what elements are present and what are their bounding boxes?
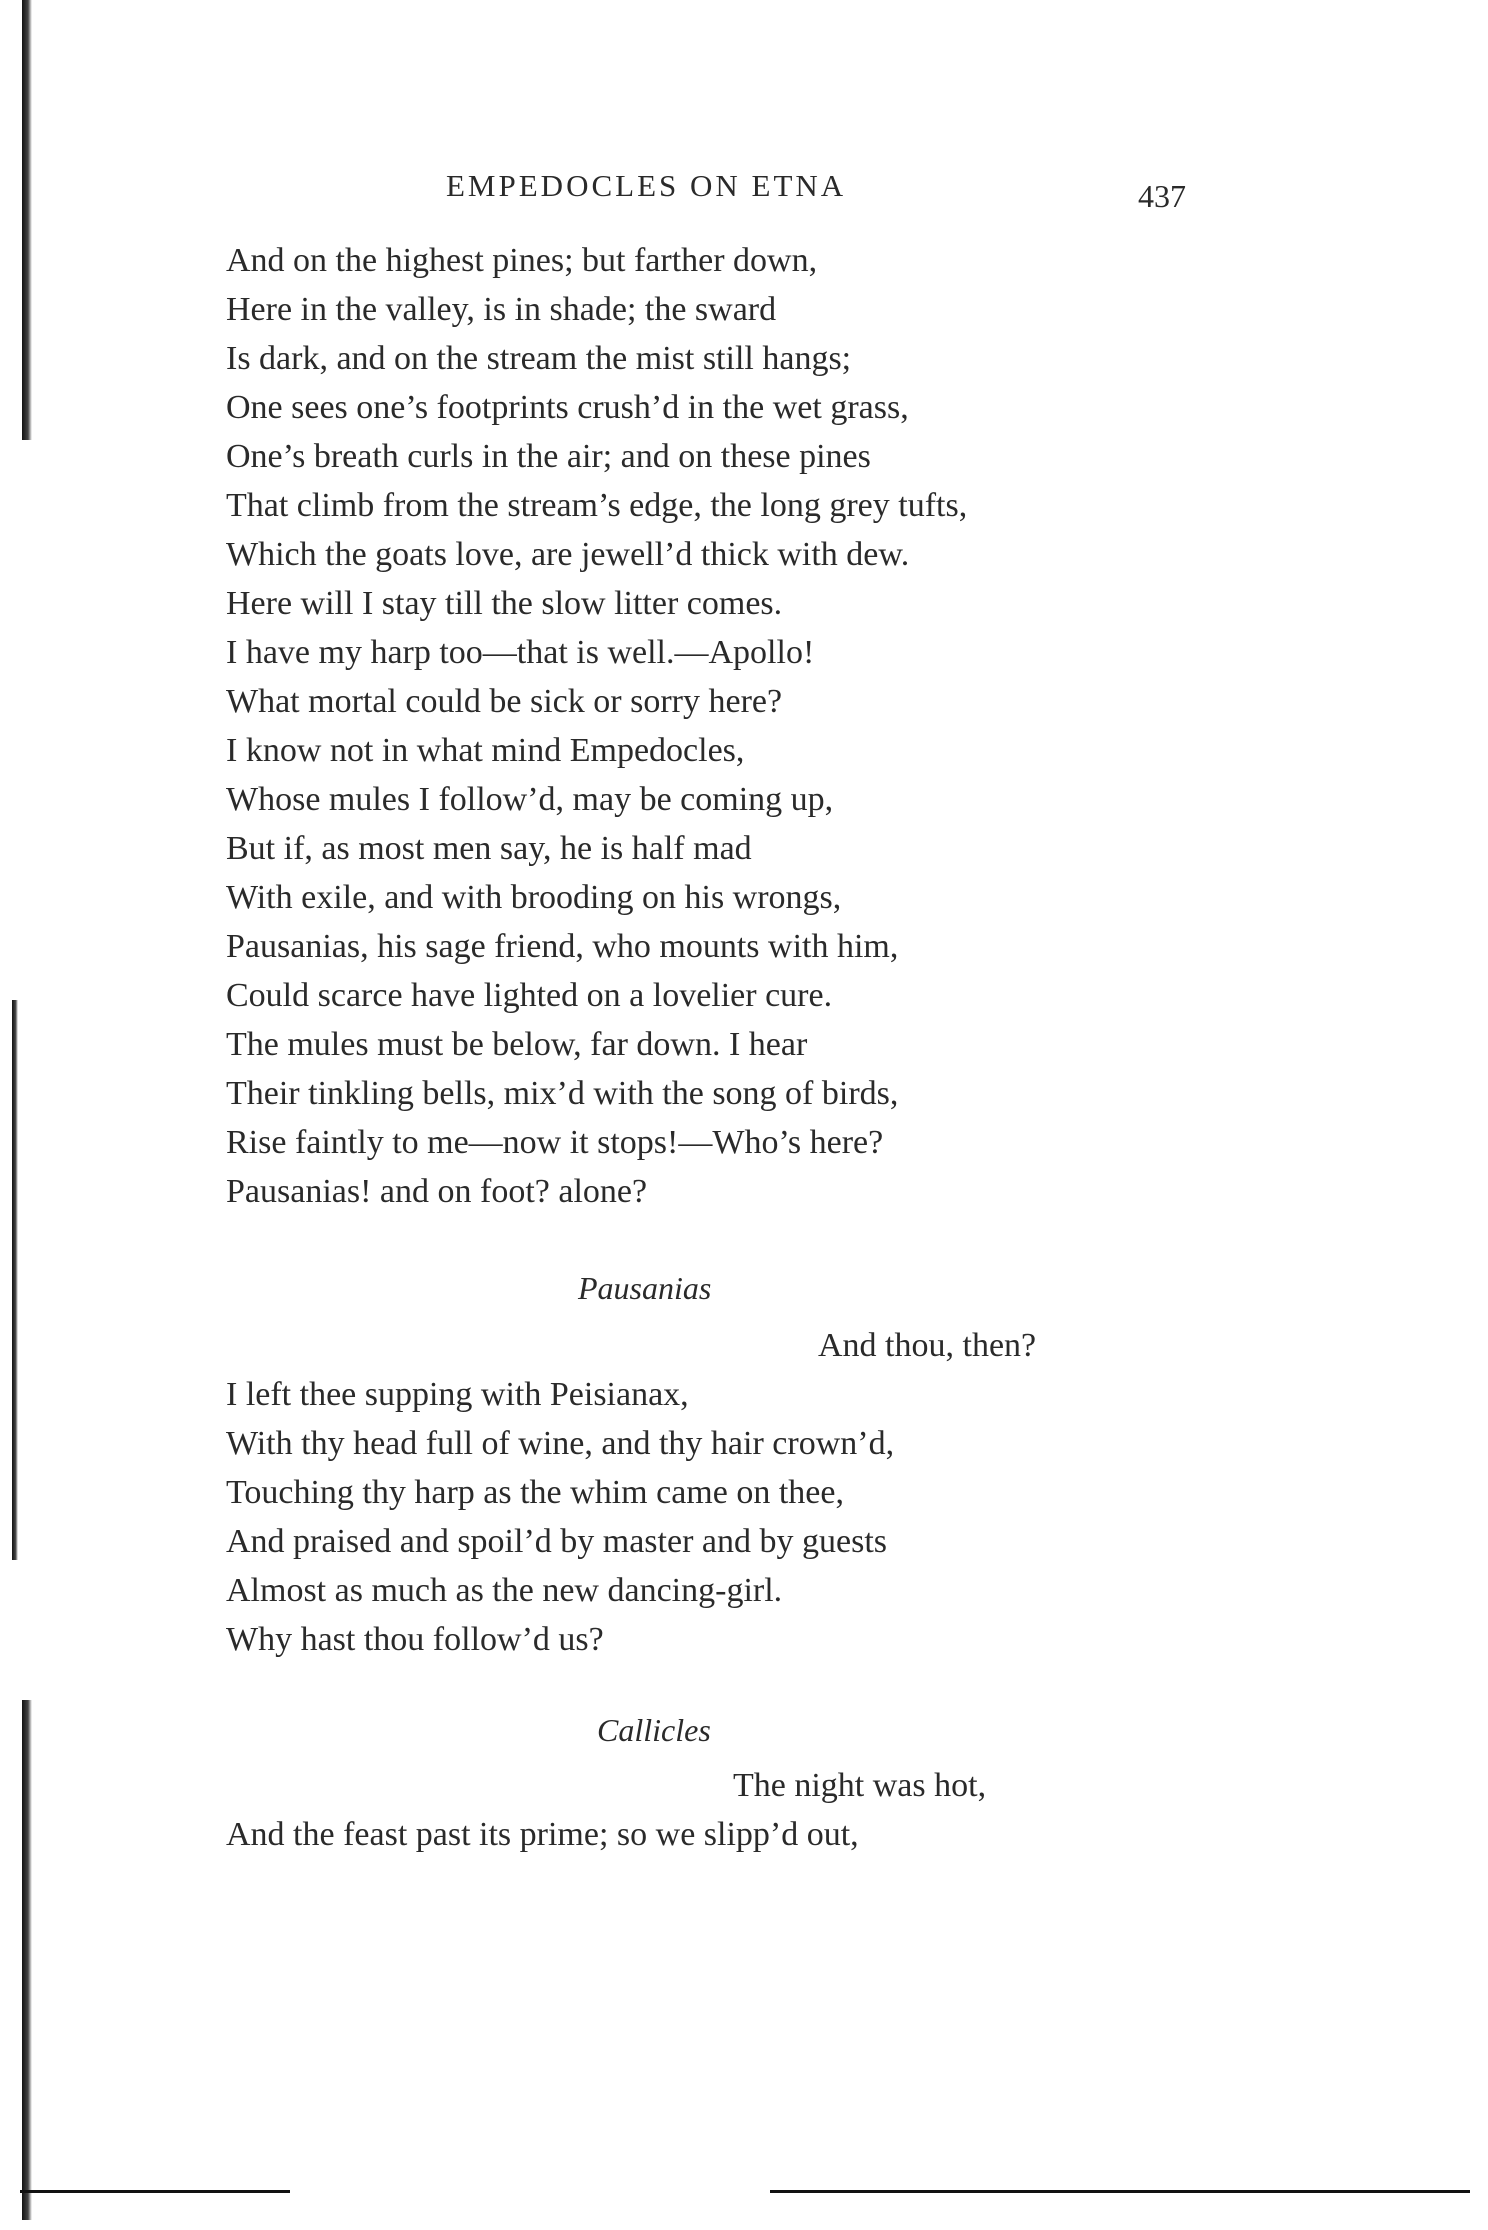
poem-line: Could scarce have lighted on a lovelier cure. (226, 977, 833, 1014)
poem-line: Pausanias, his sage friend, who mounts with him, (226, 928, 899, 965)
poem-line: What mortal could be sick or sorry here? (226, 683, 783, 720)
running-title: EMPEDOCLES ON ETNA (446, 168, 847, 203)
poem-line: Touching thy harp as the whim came on thee, (226, 1474, 844, 1511)
poem-line: Whose mules I follow’d, may be coming up, (226, 781, 834, 818)
poem-line: Here in the valley, is in shade; the sward (226, 291, 777, 328)
poem-line: Here will I stay till the slow litter comes. (226, 585, 783, 622)
poem-line: And thou, then? (818, 1327, 1037, 1364)
poem-line: Pausanias! and on foot? alone? (226, 1173, 648, 1210)
poem-line: And praised and spoil’d by master and by guests (226, 1523, 887, 1560)
binding-shadow-top (22, 0, 32, 440)
poem-line: That climb from the stream’s edge, the long grey tufts, (226, 487, 968, 524)
scan-edge-right (770, 2190, 1470, 2193)
page-header (0, 158, 1488, 218)
poem-line: The night was hot, (733, 1767, 987, 1804)
poem-line: I left thee supping with Peisianax, (226, 1376, 689, 1413)
binding-shadow-middle (12, 1000, 18, 1560)
poem-line: Almost as much as the new dancing-girl. (226, 1572, 783, 1609)
poem-line: I have my harp too—that is well.—Apollo! (226, 634, 815, 671)
poem-line: Why hast thou follow’d us? (226, 1621, 604, 1658)
binding-shadow-bottom (22, 1700, 32, 2220)
poem-line: I know not in what mind Empedocles, (226, 732, 745, 769)
poem-line: One sees one’s footprints crush’d in the wet grass, (226, 389, 909, 426)
poem-line: Is dark, and on the stream the mist still hangs; (226, 340, 852, 377)
poem-line: Which the goats love, are jewell’d thick with dew. (226, 536, 910, 573)
poem-line: With thy head full of wine, and thy hair crown’d, (226, 1425, 895, 1462)
scan-edge-left (20, 2190, 290, 2193)
poem-line: Rise faintly to me—now it stops!—Who’s here? (226, 1124, 884, 1161)
poem-line: And on the highest pines; but farther down, (226, 242, 818, 279)
poem-line: But if, as most men say, he is half mad (226, 830, 752, 867)
speaker-name: Pausanias (578, 1270, 712, 1306)
poem-line: With exile, and with brooding on his wrongs, (226, 879, 842, 916)
poem-line: And the feast past its prime; so we slipp’d out, (226, 1816, 859, 1853)
poem-line: The mules must be below, far down. I hear (226, 1026, 808, 1063)
poem-line: One’s breath curls in the air; and on these pines (226, 438, 871, 475)
speaker-name: Callicles (597, 1712, 711, 1748)
page-number: 437 (1138, 178, 1186, 214)
poem-line: Their tinkling bells, mix’d with the song of birds, (226, 1075, 899, 1112)
